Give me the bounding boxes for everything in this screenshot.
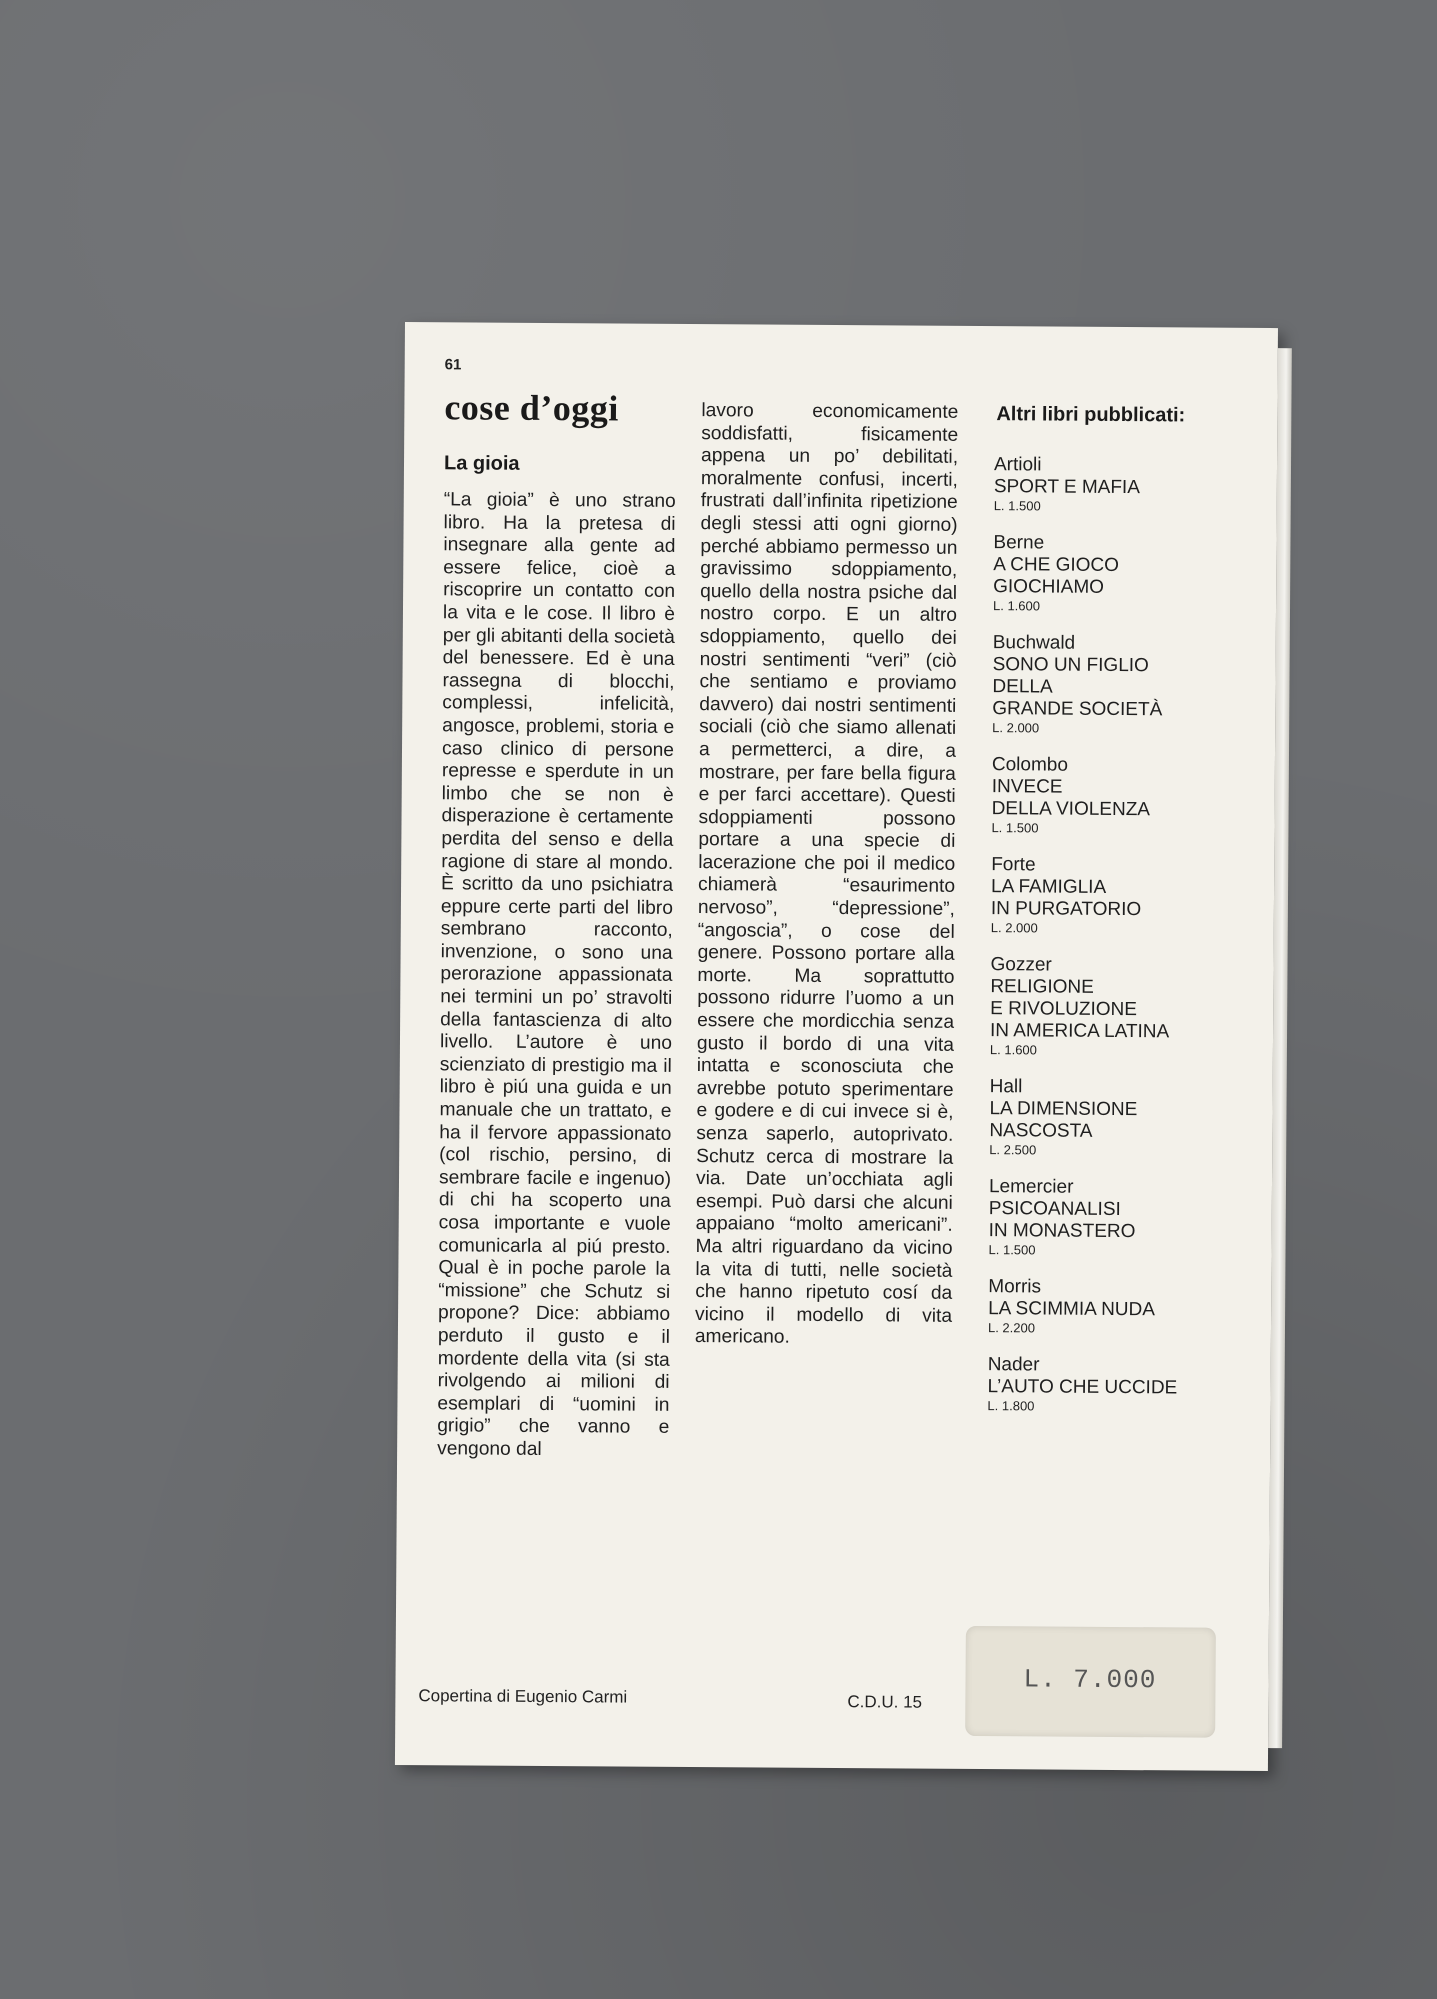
list-item [992, 632, 1198, 737]
book-title: INVECE DELLA VIOLENZA [991, 776, 1151, 821]
book-title: SONO UN FIGLIO DELLA GRANDE SOCIETÀ [992, 654, 1163, 721]
page-edge [1268, 348, 1292, 1748]
book-price: L. 2.000 [992, 720, 1040, 736]
list-item [993, 532, 1199, 615]
book-author: Artioli [993, 454, 1042, 476]
sticker-price: L. 7.000 [1023, 1664, 1157, 1696]
list-item [991, 854, 1197, 937]
article-title: La gioia [443, 452, 520, 475]
blurb-column-2 [695, 400, 959, 1351]
list-item [988, 1276, 1193, 1337]
book-title: PSICOANALISI IN MONASTERO [988, 1198, 1136, 1243]
book-title: LA FAMIGLIA IN PURGATORIO [990, 876, 1142, 921]
blurb-column-1 [437, 489, 676, 1462]
book-title: LA DIMENSIONE NASCOSTA [989, 1098, 1138, 1142]
list-item [988, 1176, 1194, 1259]
book-price: L. 2.200 [987, 1320, 1036, 1336]
blurb-text-1: “La gioia” è uno strano libro. Ha la pretesa di insegnare alla gente ad essere felice, cioè a riscoprire un contatto con la vita e le cose. Il libro è per gli abitanti della società del benessere. Ed è una rassegna di blocchi, complessi, infelicità, angosce, problemi, storia e caso clinico di persone represse e sperdute in un limbo che se non è disperazione è certamente perdita del senso e della ragione di stare al mondo. È scritto da uno psichiatra eppure certe parti del libro sembrano racconto, invenzione, o sono una perorazione appassionata nei termini un po’ stravolti della fantascienza di alto livello. L’autore è uno scienziato di prestigio ma il libro è piú una guida e un manuale che un trattato, e ha il fervore appassionato (col rischio, persino, di sembrare facile e ingenuo) di chi ha scoperto una cosa importante e vuole comunicarla al piú presto. Qual è in poche parole la “missione” che Schutz si propone? Dice: abbiamo perduto il gusto e il mordente della vita (si sta rivolgendo ai milioni di esemplari di “uomini in grigio” che vanno e vengono dal [437, 489, 676, 1460]
book-author: Hall [989, 1076, 1023, 1098]
book-price: L. 1.800 [987, 1398, 1035, 1414]
book-price: L. 1.500 [993, 498, 1041, 514]
list-item [989, 1076, 1195, 1159]
list-item [990, 954, 1196, 1059]
book-author: Colombo [991, 754, 1069, 776]
price-sticker [965, 1626, 1216, 1738]
book-price: L. 1.600 [989, 1042, 1037, 1058]
blurb-text-2: lavoro economicamente soddisfatti, fisicamente appena un po’ debilitati, moralmente confusi, incerti, frustrati dall’infinita ripetizione degli stessi atti ogni giorno) perché abbiamo permesso un gravissimo sdoppiamento, quello della nostra psiche dal nostro corpo. E un altro sdoppiamento, quello dei nostri sentimenti “veri” (ciò che sentiamo e proviamo davvero) dai nostri sentimenti sociali (ciò che siamo allenati a permetterci, a dire, a mostrare, per fare bella figura e per farci accettare). Questi sdoppiamenti possono portare a una specie di lacerazione che poi il medico chiamerà “esaurimento nervoso”, “depressione”, “angoscia”, o cose del genere. Possono portare alla morte. Ma soprattutto possono ridurre l’uomo a un essere che mordicchia senza gusto il bordo di una vita intatta e sconosciuta che avrebbe potuto sperimentare e godere e di cui invece si è, senza saperlo, autoprivato. Schutz cerca di mostrare la via. Date un’occhiata agli esempi. Può darsi che alcuni appaiano “molto americani”. Ma altri riguardano da vicino la vita di tutti, nelle società che hanno ripetuto cosí da vicino il modello di vita americano. [694, 400, 959, 1349]
book-title: A CHE GIOCO GIOCHIAMO [993, 554, 1120, 598]
book-title: SPORT E MAFIA [993, 476, 1140, 499]
list-item [987, 1354, 1192, 1415]
book-author: Berne [993, 532, 1045, 554]
book-author: Morris [988, 1276, 1042, 1298]
book-price: L. 2.000 [990, 920, 1038, 936]
book-price: L. 2.500 [989, 1142, 1037, 1158]
book-price: L. 1.500 [988, 1242, 1036, 1258]
book-title: LA SCIMMIA NUDA [988, 1298, 1156, 1321]
other-books-list [977, 402, 1199, 1433]
book-price: L. 1.500 [991, 820, 1039, 836]
book-title: RELIGIONE E RIVOLUZIONE IN AMERICA LATINA [989, 976, 1170, 1043]
cover-credit: Copertina di Eugenio Carmi [418, 1686, 628, 1707]
book-back-cover [395, 322, 1278, 1771]
list-item [991, 754, 1197, 837]
book-author: Buchwald [992, 632, 1076, 654]
book-author: Gozzer [990, 954, 1052, 976]
book-author: Lemercier [988, 1176, 1074, 1198]
book-price: L. 1.600 [992, 598, 1041, 614]
book-author: Forte [991, 854, 1036, 876]
series-number: 61 [444, 356, 462, 374]
series-code: C.D.U. 15 [847, 1692, 923, 1712]
other-books-heading: Altri libri pubblicati: [996, 403, 1186, 427]
book-title: L’AUTO CHE UCCIDE [987, 1376, 1178, 1399]
list-item [994, 454, 1199, 515]
book-author: Nader [987, 1354, 1040, 1376]
series-title: cose d’oggi [444, 387, 620, 429]
